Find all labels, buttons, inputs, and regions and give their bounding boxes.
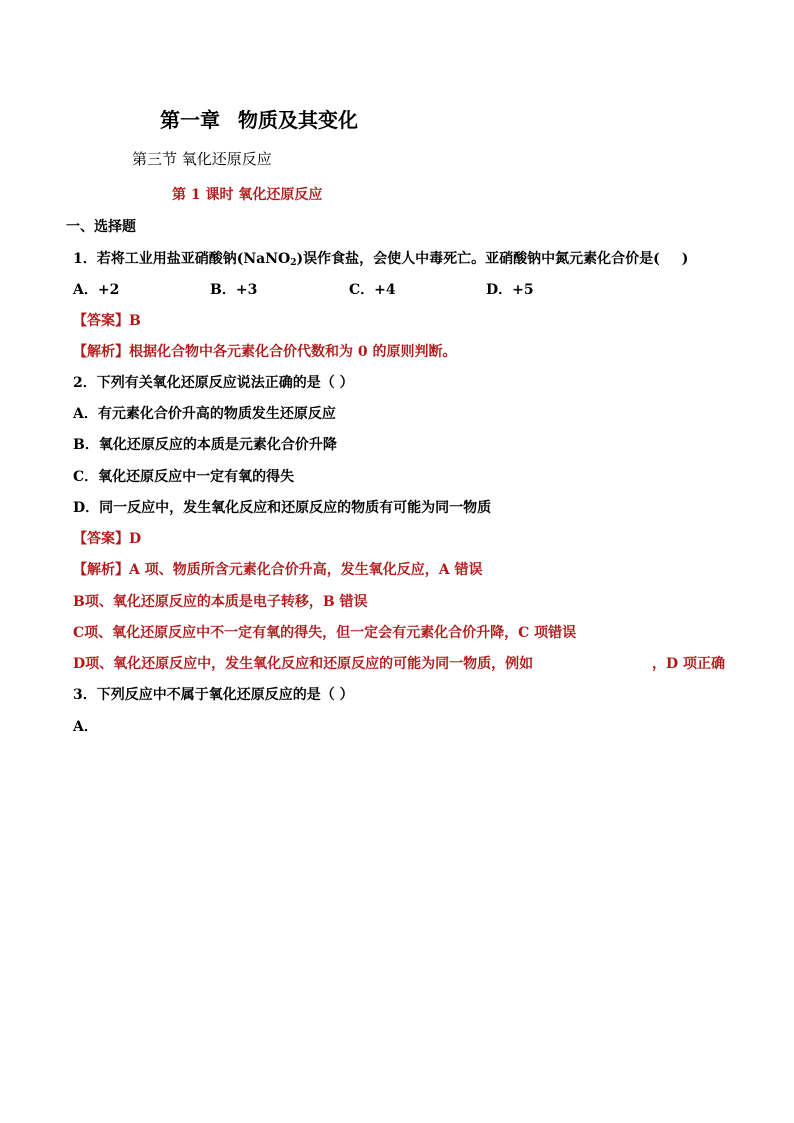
chapter-name: 物质及其变化 [238,108,358,132]
q2-option-d: D．同一反应中，发生氧化反应和还原反应的物质有可能为同一物质 [73,500,492,516]
section-title: 第三节 氧化还原反应 [132,150,272,168]
q1-option-b: B．+3 [210,282,258,298]
q1-option-c: C．+4 [349,282,396,298]
q2-explanation-4: D项、氧化还原反应中，发生氧化反应和还原反应的可能为同一物质，例如 [73,656,534,672]
q2-option-a: A．有元素化合价升高的物质发生还原反应 [73,406,336,422]
chapter-title [160,104,358,133]
chapter-number: 第一章 [160,108,220,132]
q1-paren-close: ) [681,251,689,267]
q1-formula-close: ) [296,251,304,267]
q2-explanation-1: 【解析】A 项、物质所含元素化合价升高，发生氧化反应，A 错误 [73,562,483,578]
q1-option-d: D．+5 [486,282,534,298]
question-2-stem: 2．下列有关氧化还原反应说法正确的是（ ） [73,375,354,391]
question-1-stem [73,248,688,268]
q2-answer: 【答案】D [73,531,142,547]
q2-explanation-2: B项、氧化还原反应的本质是电子转移，B 错误 [73,594,368,610]
q1-answer: 【答案】B [73,313,141,329]
q1-stem-part-a: 1．若将工业用盐亚硝酸钠( [73,251,244,267]
question-3-stem: 3．下列反应中不属于氧化还原反应的是（ ） [73,687,354,703]
q3-option-a: A． [73,719,98,735]
q1-formula: NaNO [243,251,291,267]
q2-explanation-3: C项、氧化还原反应中不一定有氧的得失，但一定会有元素化合价升降，C 项错误 [73,625,577,641]
q1-stem-part-b: 误作食盐，会使人中毒死亡。亚硝酸钠中氮元素化合价是( [303,251,660,267]
q2-option-c: C．氧化还原反应中一定有氧的得失 [73,469,295,485]
q2-explanation-4-end: ，D 项正确 [652,656,726,672]
q1-formula-subscript: 2 [290,258,297,268]
q1-explanation: 【解析】根据化合物中各元素化合价代数和为 0 的原则判断。 [73,344,457,360]
q2-option-b: B．氧化还原反应的本质是元素化合价升降 [73,437,337,453]
part-heading: 一、选择题 [66,219,136,235]
lesson-title: 第 1 课时 氧化还原反应 [172,187,323,203]
q1-option-a: A．+2 [73,282,120,298]
